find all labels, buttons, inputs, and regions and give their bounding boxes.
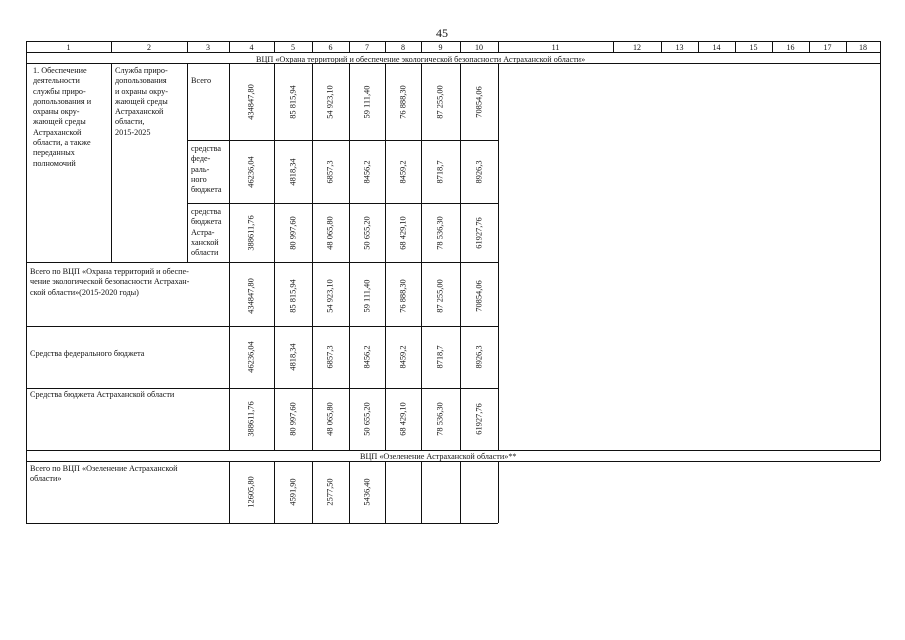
grid-line: [274, 63, 275, 450]
grid-line: [312, 63, 313, 450]
value-cell: 8456,2: [362, 345, 372, 369]
column-number: 5: [291, 43, 295, 52]
value-cell: 12605,80: [246, 476, 256, 508]
grid-line: [111, 63, 112, 262]
value-cell: 87 255,00: [435, 85, 445, 119]
value-cell: 70854,06: [474, 86, 484, 118]
grid-line: [26, 450, 880, 451]
grid-line: [26, 52, 27, 63]
grid-line: [880, 450, 881, 461]
grid-line: [26, 41, 880, 42]
value-cell: 50 655,20: [362, 216, 372, 250]
value-cell: 54 923,10: [325, 279, 335, 313]
column-number: 1: [66, 43, 71, 52]
value-cell: 68 429,10: [398, 216, 408, 250]
ozel-label: Всего по ВЦП «Озеленение Астраханской области»: [30, 464, 178, 484]
grid-line: [880, 63, 881, 450]
value-cell: 85 815,94: [288, 85, 298, 119]
value-cell: 85 815,94: [288, 279, 298, 313]
value-cell: 4818,34: [288, 343, 298, 371]
value-cell: 68 429,10: [398, 402, 408, 436]
value-cell: 5436,40: [362, 478, 372, 506]
value-cell: 70854,06: [474, 280, 484, 312]
source-cell: средства феде- раль- ного бюджета: [191, 144, 222, 195]
measure-cell: 1. Обеспечение деятельности службы приро- допользования и охраны окру- жающей среды Астраханской области, а также переданных полномочий: [33, 66, 92, 168]
total-label: Всего по ВЦП «Охрана территорий и обеспе- чение экологической безопасности Астрахан- ской области»(2015-2020 годы): [30, 267, 190, 297]
grid-line: [229, 461, 230, 523]
column-number: 13: [675, 43, 684, 52]
column-number: 10: [475, 43, 483, 52]
value-cell: 6857,3: [325, 160, 335, 184]
value-cell: 80 997,60: [288, 402, 298, 436]
value-cell: 388611,76: [246, 215, 256, 251]
value-cell: 6857,3: [325, 345, 335, 369]
column-number: 17: [823, 43, 832, 52]
grid-line: [229, 63, 230, 450]
value-cell: 4591,90: [288, 478, 298, 506]
value-cell: 78 536,30: [435, 216, 445, 250]
grid-line: [498, 461, 499, 523]
grid-line: [26, 450, 27, 461]
grid-line: [187, 140, 498, 141]
grid-line: [460, 63, 461, 450]
column-number: 18: [859, 43, 867, 52]
grid-line: [26, 461, 27, 523]
grid-line: [385, 461, 386, 523]
total-label: Средства бюджета Астраханской области: [30, 390, 175, 399]
value-cell: 61927,76: [474, 403, 484, 435]
value-cell: 48 065,80: [325, 216, 335, 250]
column-number: 9: [438, 43, 443, 52]
column-number: 3: [206, 43, 210, 52]
grid-line: [187, 63, 188, 262]
column-number: 14: [712, 43, 721, 52]
executor-cell: Служба приро- допользования и охраны окру- жающей среды Астраханской области, 2015-2025: [115, 66, 168, 137]
grid-line: [26, 52, 880, 53]
value-cell: 78 536,30: [435, 402, 445, 436]
total-label: Средства федерального бюджета: [30, 349, 145, 358]
grid-line: [26, 388, 498, 389]
value-cell: 8456,2: [362, 160, 372, 184]
page-number: 45: [436, 26, 448, 40]
column-number: 16: [786, 43, 795, 52]
value-cell: 46236,04: [246, 156, 256, 188]
grid-line: [26, 63, 27, 450]
value-cell: 434847,80: [246, 278, 256, 314]
grid-line: [26, 326, 498, 327]
column-number: 6: [328, 43, 333, 52]
value-cell: 388611,76: [246, 401, 256, 437]
section-title: ВЦП «Охрана территорий и обеспечение экологической безопасности Астраханской области»: [256, 55, 586, 64]
grid-line: [421, 461, 422, 523]
column-number: 4: [249, 43, 254, 52]
value-cell: 76 888,30: [398, 85, 408, 119]
grid-line: [26, 523, 498, 524]
grid-line: [26, 461, 880, 462]
value-cell: 80 997,60: [288, 216, 298, 250]
column-number: 15: [749, 43, 758, 52]
grid-line: [498, 63, 499, 450]
value-cell: 8926,3: [474, 345, 484, 369]
grid-line: [880, 52, 881, 63]
grid-line: [385, 63, 386, 450]
source-cell: Всего: [191, 76, 212, 85]
value-cell: 54 923,10: [325, 85, 335, 119]
value-cell: 46236,04: [246, 341, 256, 373]
grid-line: [26, 262, 498, 263]
value-cell: 8718,7: [435, 160, 445, 184]
grid-line: [421, 63, 422, 450]
value-cell: 4818,34: [288, 158, 298, 186]
grid-line: [349, 461, 350, 523]
value-cell: 8459,2: [398, 345, 408, 369]
value-cell: 2577,50: [325, 478, 335, 506]
value-cell: 434847,80: [246, 84, 256, 120]
grid-line: [460, 461, 461, 523]
column-number: 8: [401, 43, 405, 52]
section-title: ВЦП «Озеленение Астраханской области»**: [360, 452, 517, 461]
value-cell: 59 111,40: [362, 85, 372, 119]
value-cell: 8926,3: [474, 160, 484, 184]
grid-line: [349, 63, 350, 450]
value-cell: 50 655,20: [362, 402, 372, 436]
value-cell: 87 255,00: [435, 279, 445, 313]
column-number: 11: [551, 43, 560, 52]
value-cell: 48 065,80: [325, 402, 335, 436]
column-number: 2: [147, 43, 151, 52]
value-cell: 59 111,40: [362, 279, 372, 313]
grid-line: [312, 461, 313, 523]
value-cell: 8459,2: [398, 160, 408, 184]
value-cell: 8718,7: [435, 345, 445, 369]
column-number: 12: [633, 43, 641, 52]
source-cell: средства бюджета Астра- ханской области: [191, 207, 222, 258]
grid-line: [274, 461, 275, 523]
grid-line: [187, 203, 498, 204]
value-cell: 76 888,30: [398, 279, 408, 313]
grid-line: [880, 41, 881, 52]
column-number: 7: [365, 43, 369, 52]
value-cell: 61927,76: [474, 217, 484, 249]
